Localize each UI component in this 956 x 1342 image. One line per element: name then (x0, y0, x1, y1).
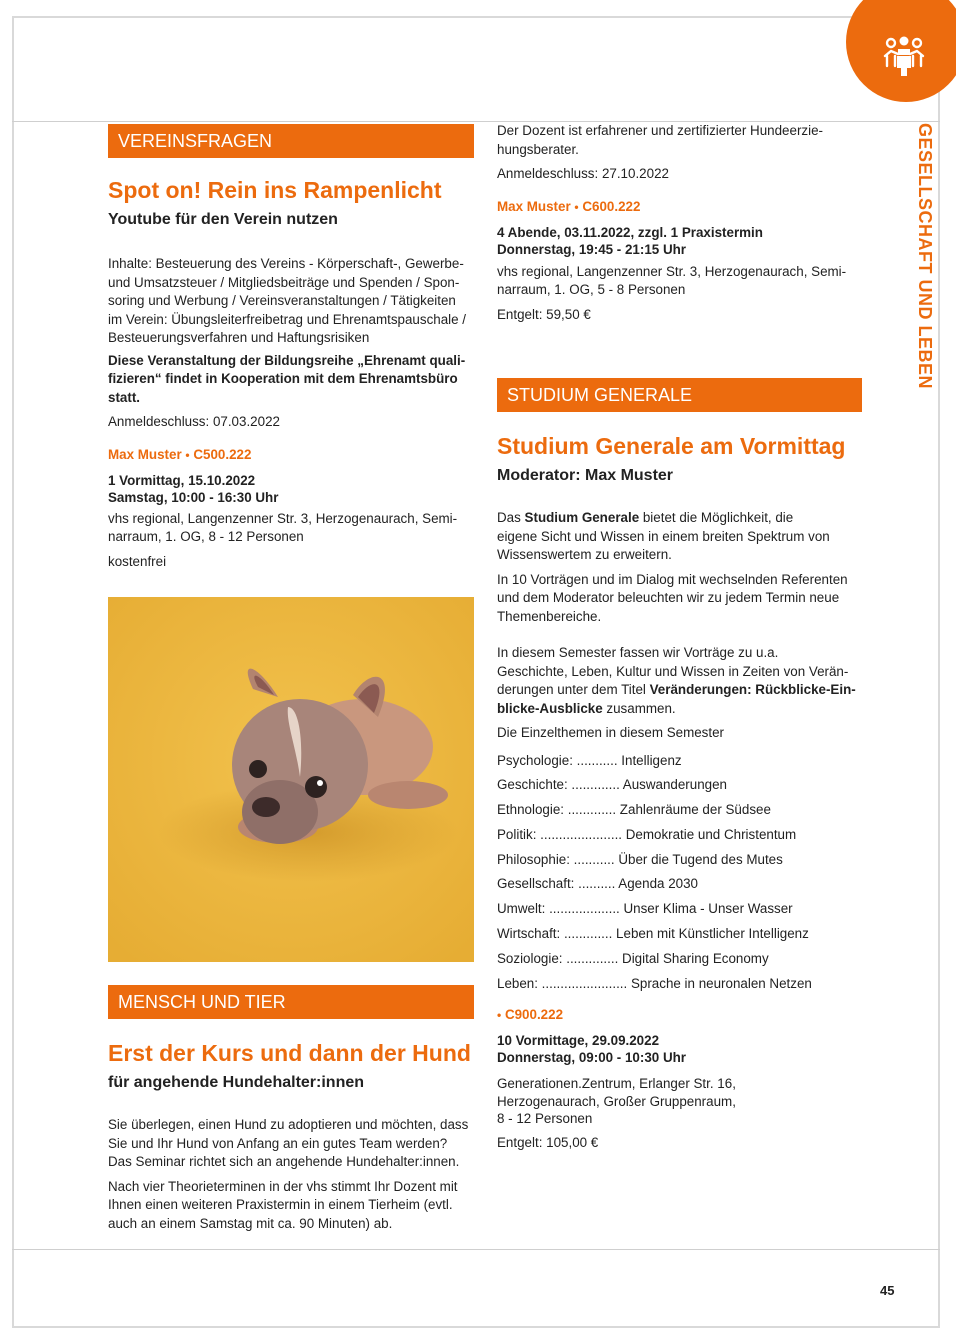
footer-divider (12, 1249, 940, 1250)
lecturer-name: Max Muster (497, 198, 571, 214)
list-item: Geschichte: ............. Auswanderungen (497, 777, 728, 793)
course-description: Sie überlegen, einen Hund zu adoptieren und möchten, dass Sie und Ihr Hund von Anfang an ein gutes Team werden? Das Seminar richtet sich an angehende Hundehalter:innen. (108, 1117, 469, 1169)
topics-list (497, 749, 862, 997)
dog-photo (108, 597, 474, 962)
bullet-separator: • (185, 447, 190, 462)
category-band: MENSCH UND TIER (108, 985, 474, 1019)
lecturer-code (108, 446, 474, 464)
course-description: In 10 Vorträgen und im Dialog mit wechselnden Referenten und dem Moderator beleuchten wir zu jedem Termin neue Themenbereiche. (497, 571, 848, 624)
course-fee: Entgelt: 105,00 € (497, 1134, 599, 1150)
course-dates: 4 Abende, 03.11.2022, zzgl. 1 Praxistermin Donnerstag, 19:45 - 21:15 Uhr (497, 224, 763, 257)
course-description-2: Nach vier Theorieterminen in der vhs stimmt Ihr Dozent mit Ihnen einen weiteren Praxistermin in einem Tierheim (evtl. auch an einem Samstag mit ca. 90 Minuten) ab. (108, 1178, 458, 1231)
course-studium-generale (497, 378, 862, 1152)
page-number: 45 (880, 1283, 895, 1298)
list-item: Soziologie: .............. Digital Sharing Economy (497, 950, 769, 966)
course-dates: 1 Vormittag, 15.10.2022 Samstag, 10:00 - 16:30 Uhr (108, 472, 279, 505)
topics-heading: Die Einzelthemen in diesem Semester (497, 725, 725, 740)
course-intro: Das Studium Generale bietet die Möglichkeit, die eigene Sicht und Wissen in einem breiten Spektrum von Wissenswertem zu erweitern. (497, 510, 830, 562)
registration-deadline: Anmeldeschluss: 27.10.2022 (497, 166, 669, 181)
list-item: Ethnologie: ............. Zahlenräume der Südsee (497, 802, 771, 818)
category-band: STUDIUM GENERALE (497, 378, 862, 412)
course-dates: 10 Vormittage, 29.09.2022 Donnerstag, 09:00 - 10:30 Uhr (497, 1033, 687, 1066)
course-subtitle: Youtube für den Verein nutzen (108, 211, 338, 228)
bullet-separator: • (574, 199, 579, 214)
course-title: Spot on! Rein ins Rampenlicht (108, 177, 442, 203)
course-location: vhs regional, Langenzenner Str. 3, Herzogenaurach, Semi- narraum, 1. OG, 5 - 8 Personen (497, 263, 847, 297)
course-fee: Entgelt: 59,50 € (497, 306, 591, 322)
course-location: Generationen.Zentrum, Erlanger Str. 16, Herzogenaurach, Großer Gruppenraum, 8 - 12 Personen (497, 1076, 736, 1127)
semester-summary: In diesem Semester fassen wir Vorträge zu u.a. Geschichte, Leben, Kultur und Wissen in Zeiten von Verän- derungen unter dem Titel Veränderungen: Rückblicke-Ein- blicke-Ausblicke zusammen. (497, 645, 856, 716)
course-title: Erst der Kurs und dann der Hund (108, 1040, 471, 1066)
bullet-separator: • (497, 1008, 502, 1023)
course-fee: kostenfrei (108, 553, 167, 569)
course-subtitle: für angehende Hundehalter:innen (108, 1074, 365, 1091)
side-section-title: GESELLSCHAFT UND LEBEN (915, 123, 935, 390)
course-subtitle: Moderator: Max Muster (497, 467, 674, 484)
registration-deadline: Anmeldeschluss: 07.03.2022 (108, 414, 280, 429)
lecturer-name: Max Muster (108, 446, 182, 462)
course-code: C500.222 (193, 446, 252, 462)
list-item: Gesellschaft: .......... Agenda 2030 (497, 876, 698, 892)
course-continued (497, 122, 862, 324)
list-item: Philosophie: ........... Über die Tugend des Mutes (497, 851, 783, 867)
course-location: vhs regional, Langenzenner Str. 3, Herzogenaurach, Semi- narraum, 1. OG, 8 - 12 Personen (108, 510, 458, 544)
list-item: Leben: ....................... Sprache in neuronalen Netzen (497, 975, 812, 991)
course-mensch-und-tier (108, 985, 474, 1233)
category-band: VEREINSFRAGEN (108, 124, 474, 158)
continued-text: Der Dozent ist erfahrener und zertifizierter Hundeerzie- hungsberater. (497, 123, 823, 157)
lecturer-code (497, 1006, 862, 1024)
course-code: C600.222 (582, 198, 641, 214)
list-item: Umwelt: ................... Unser Klima - Unser Wasser (497, 901, 793, 917)
course-code: C900.222 (504, 1007, 564, 1023)
cooperation-note: Diese Veranstaltung der Bildungsreihe „Ehrenamt quali- fizieren“ findet in Kooperation mit dem Ehrenamtsbüro statt. (108, 352, 466, 405)
course-vereinsfragen (108, 124, 474, 571)
list-item: Politik: ...................... Demokratie und Christentum (497, 826, 797, 842)
group-people-icon (881, 32, 927, 78)
list-item: Psychologie: ........... Intelligenz (497, 752, 682, 768)
course-title: Studium Generale am Vormittag (497, 433, 846, 459)
lecturer-code (497, 198, 862, 216)
course-description: Inhalte: Besteuerung des Vereins - Körperschaft-, Gewerbe- und Umsatzsteuer / Mitgliedsbeiträge und Spenden / Spon- soring und Werbung / Vereinsveranstaltungen / Tätigkeiten im Verein: Übungsleiterfreibetrag und Ehrenamtspauschale / Besteuerungsverfahren und Haftungsrisiken (108, 256, 467, 345)
list-item: Wirtschaft: ............. Leben mit Künstlicher Intelligenz (497, 926, 809, 942)
